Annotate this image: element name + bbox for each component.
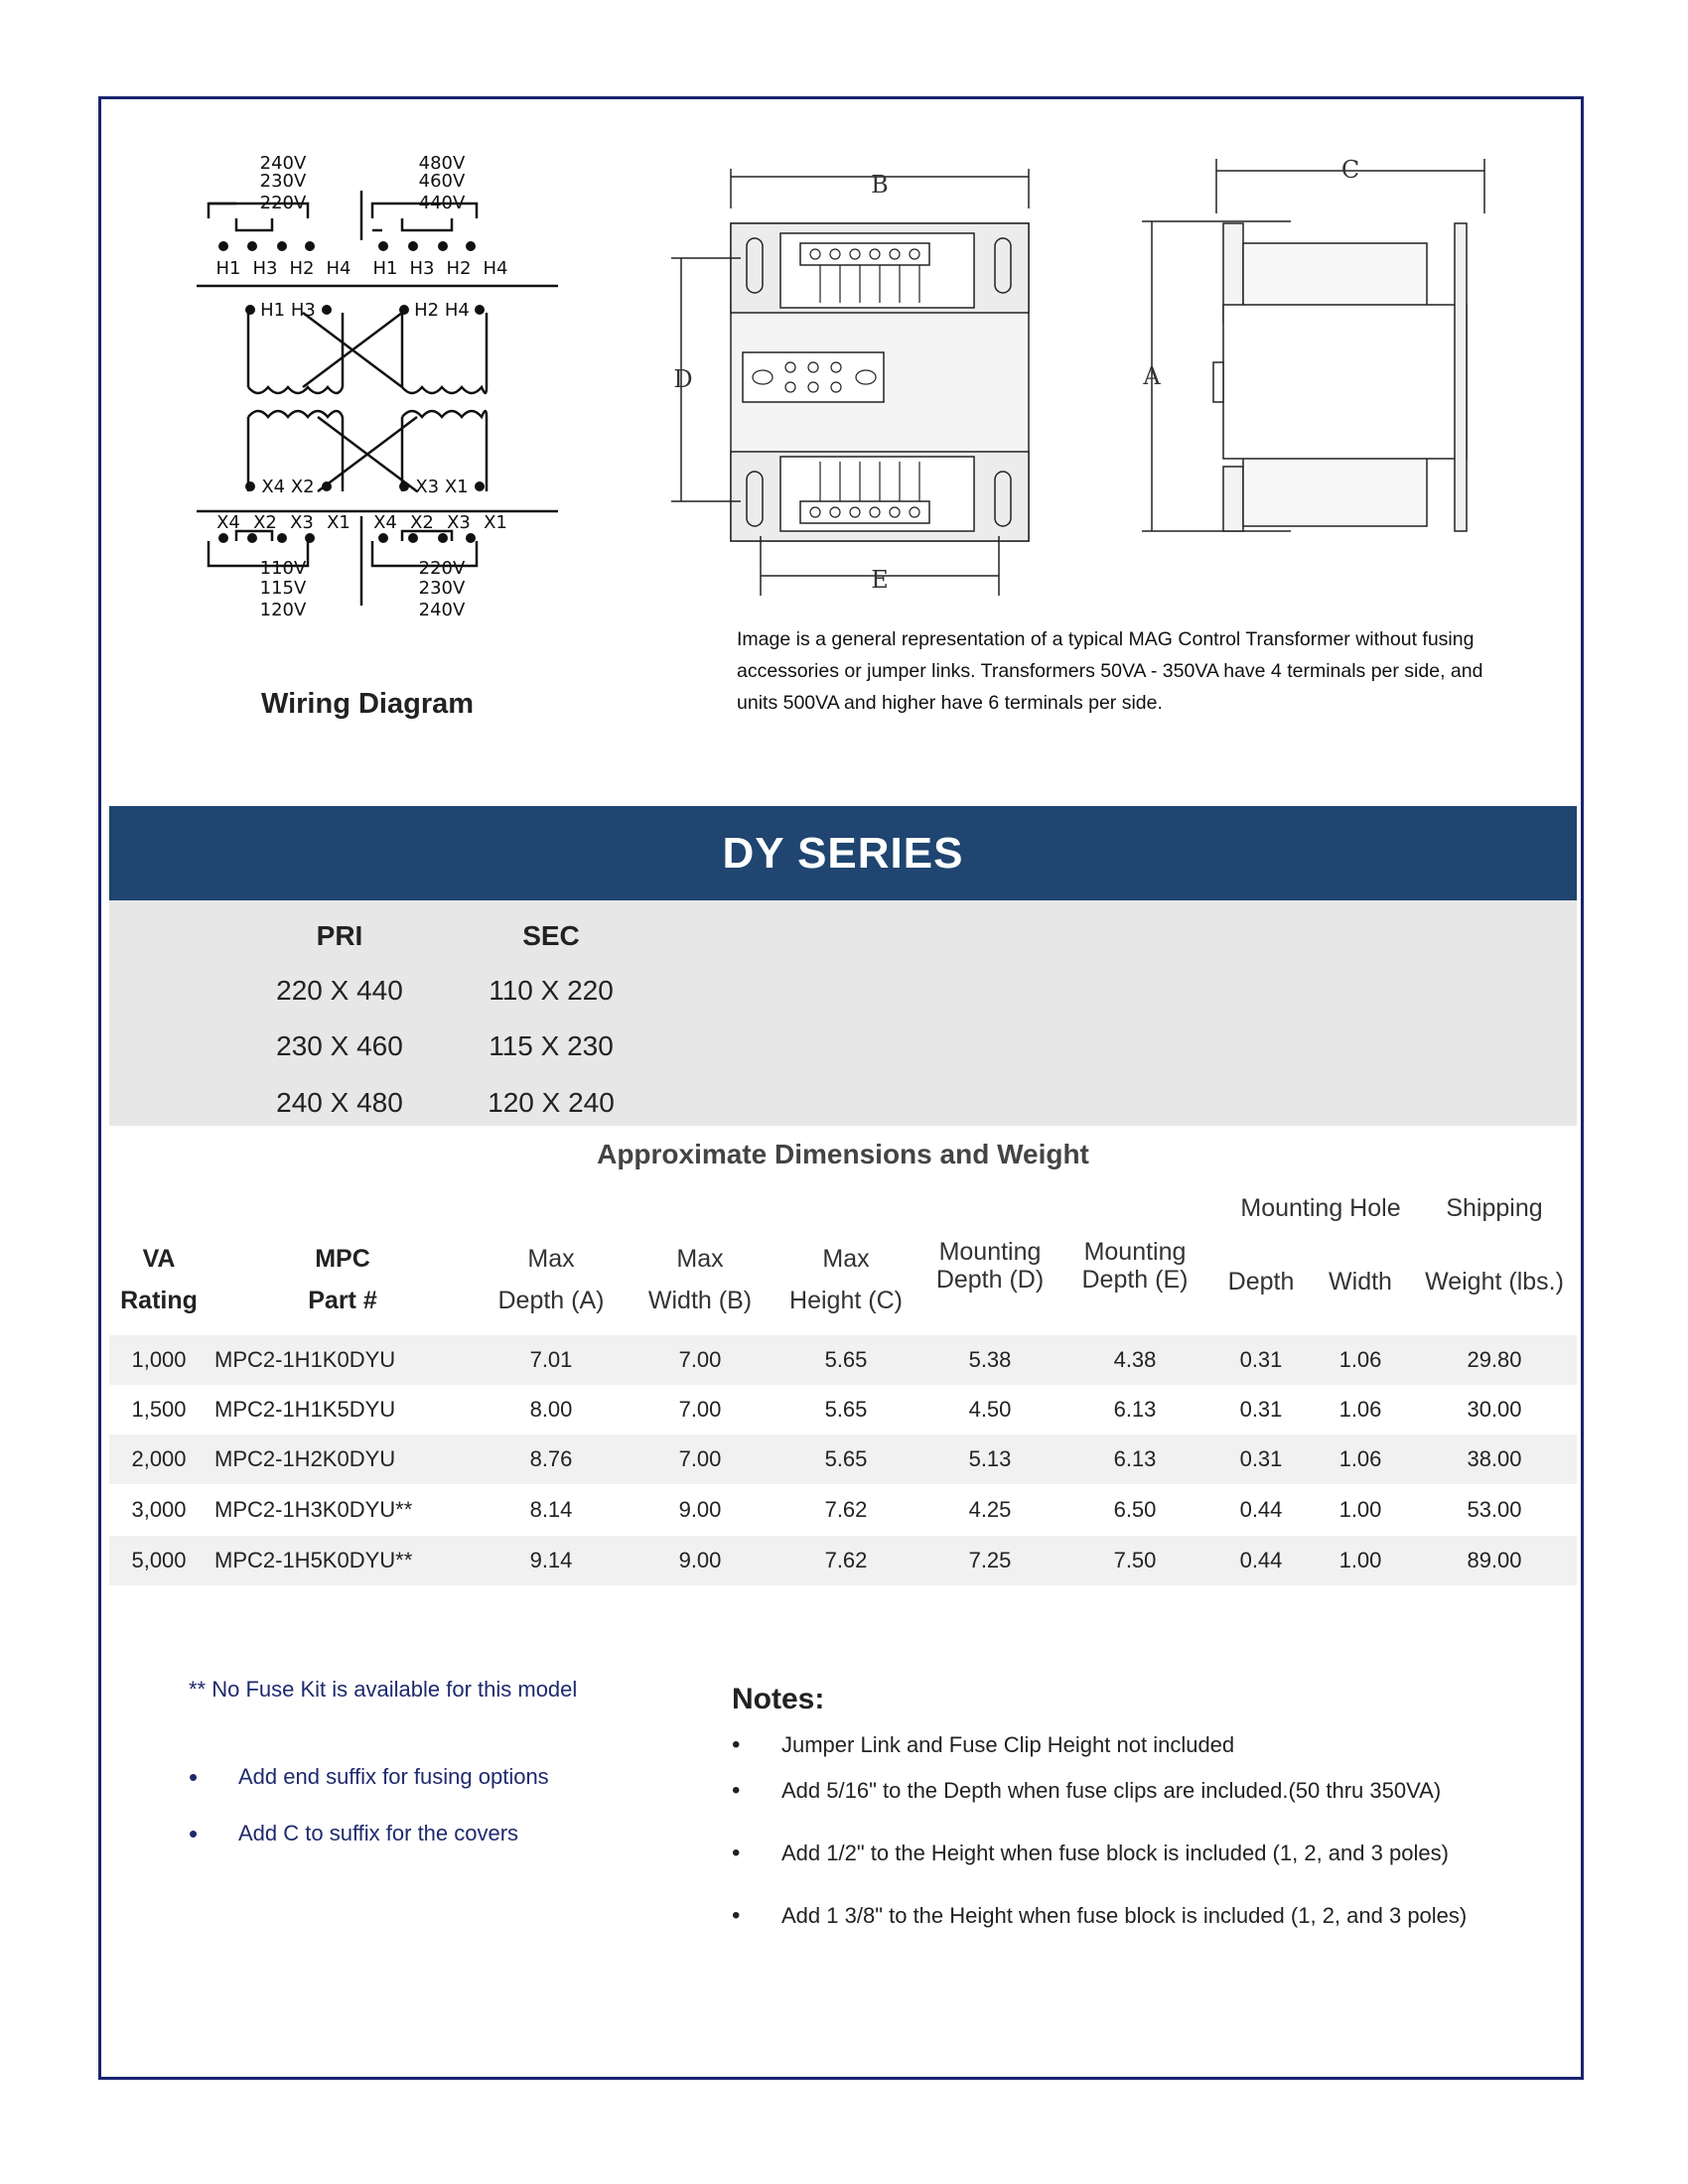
max-height-c-cell: 5.65 <box>824 1446 868 1471</box>
max-depth-a-cell: 8.00 <box>529 1397 573 1422</box>
table-row <box>109 1385 1577 1434</box>
part-number-cell: MPC2-1H5K0DYU** <box>214 1548 413 1572</box>
coil-top-right-label: H2 H4 <box>414 300 470 321</box>
dim-e-label: E <box>871 566 889 594</box>
dim-c-label: C <box>1340 156 1360 184</box>
max-width-b-cell: 9.00 <box>678 1497 722 1522</box>
coil-top-left-label: H1 H3 <box>260 300 316 321</box>
pri-terminal: H4 <box>326 258 352 279</box>
part-number-cell: MPC2-1H2K0DYU <box>214 1446 396 1471</box>
image-note: Image is a general representation of a typical MAG Control Transformer without fusing accessories or jumper links. Transformers 50VA - 350VA have 4 terminals per side, and units 500VA and higher have 6 terminals per side. <box>737 628 1483 714</box>
va-rating-cell: 2,000 <box>131 1446 187 1471</box>
sec-value: 115 X 230 <box>489 1030 614 1061</box>
sec-terminal: X4 <box>216 512 240 533</box>
height-c-header-1: Max <box>822 1245 870 1273</box>
wiring-diagram <box>189 149 566 655</box>
mounting-depth-d-cell: 7.25 <box>968 1548 1012 1572</box>
sec-header: SEC <box>522 920 580 951</box>
sec-terminal: X1 <box>327 512 351 533</box>
pri-terminal: H2 <box>289 258 315 279</box>
mounting-depth-e-cell: 6.50 <box>1113 1497 1157 1522</box>
part-number-cell: MPC2-1H3K0DYU** <box>214 1497 413 1522</box>
mpc-header-2: Part # <box>308 1287 377 1314</box>
pri-right-v1: 480V <box>418 153 466 174</box>
height-c-header-2: Height (C) <box>789 1287 903 1314</box>
depth-d-header-2: Depth (D) <box>935 1266 1045 1294</box>
no-fuse-kit-note: ** No Fuse Kit is available for this model <box>189 1677 578 1702</box>
pri-terminal: H1 <box>215 258 241 279</box>
series-title: DY SERIES <box>109 806 1577 900</box>
max-depth-a-cell: 8.76 <box>529 1446 573 1471</box>
va-rating-cell: 3,000 <box>131 1497 187 1522</box>
note-item: • Add 5/16" to the Depth when fuse clips are included.(50 thru 350VA) <box>732 1773 1441 1809</box>
dim-b-label: B <box>871 171 889 199</box>
sec-value: 110 X 220 <box>489 975 614 1006</box>
va-rating-cell: 1,000 <box>131 1347 187 1372</box>
dimensions-title: Approximate Dimensions and Weight <box>597 1139 1089 1169</box>
hole-depth-cell: 0.31 <box>1239 1446 1283 1471</box>
sec-left-v3: 120V <box>259 600 307 620</box>
depth-e-header-2: Depth (E) <box>1081 1266 1189 1294</box>
table-row <box>109 1335 1577 1385</box>
max-depth-a-cell: 9.14 <box>529 1548 573 1572</box>
sec-right-v1: 220V <box>418 558 466 579</box>
mounting-depth-e-cell: 4.38 <box>1113 1347 1157 1372</box>
transformer-front-view <box>671 169 1047 606</box>
mounting-depth-d-cell: 4.50 <box>968 1397 1012 1422</box>
sec-value: 120 X 240 <box>488 1087 615 1118</box>
depth-d-header-1: Mounting <box>938 1238 1042 1266</box>
shipping-weight-cell: 89.00 <box>1467 1548 1522 1572</box>
hole-depth-cell: 0.44 <box>1239 1548 1283 1572</box>
note-item: • Add 1/2" to the Height when fuse block is included (1, 2, and 3 poles) <box>732 1836 1449 1871</box>
pri-right-v2: 460V <box>418 171 466 192</box>
sec-terminal: X3 <box>290 512 314 533</box>
hole-width-cell: 1.00 <box>1338 1548 1382 1572</box>
shipping-group-header: Shipping <box>1446 1194 1543 1222</box>
width-b-header-1: Max <box>676 1245 724 1273</box>
pri-left-v2: 230V <box>259 171 307 192</box>
mounting-depth-d-cell: 5.13 <box>968 1446 1012 1471</box>
pri-terminal: H1 <box>372 258 398 279</box>
transformer-side-view <box>1112 154 1509 551</box>
va-rating-cell: 1,500 <box>131 1397 187 1422</box>
pri-value: 220 X 440 <box>276 975 403 1006</box>
sec-terminal: X2 <box>253 512 277 533</box>
notes-title: Notes: <box>732 1683 825 1715</box>
mounting-depth-e-cell: 6.13 <box>1113 1446 1157 1471</box>
sec-right-v3: 240V <box>418 600 466 620</box>
dim-a-label: A <box>1143 362 1161 390</box>
depth-a-header-1: Max <box>527 1245 575 1273</box>
option-item: • Add C to suffix for the covers <box>189 1814 645 1870</box>
hole-depth-header: Depth <box>1227 1268 1295 1296</box>
max-width-b-cell: 9.00 <box>678 1548 722 1572</box>
coil-bottom-right-label: X3 X1 <box>415 477 469 497</box>
hole-depth-cell: 0.31 <box>1239 1347 1283 1372</box>
pri-value: 240 X 480 <box>276 1087 403 1118</box>
option-item: • Add end suffix for fusing options <box>189 1757 645 1814</box>
max-width-b-cell: 7.00 <box>678 1446 722 1471</box>
mounting-depth-d-cell: 4.25 <box>968 1497 1012 1522</box>
hole-width-header: Width <box>1329 1268 1392 1296</box>
part-number-cell: MPC2-1H1K5DYU <box>214 1397 396 1422</box>
pri-terminal: H4 <box>483 258 508 279</box>
mounting-hole-group-header: Mounting Hole <box>1240 1194 1401 1222</box>
pri-header: PRI <box>316 920 363 951</box>
depth-e-header-1: Mounting <box>1083 1238 1187 1266</box>
mounting-depth-d-cell: 5.38 <box>968 1347 1012 1372</box>
va-header-1: VA <box>142 1245 176 1273</box>
sec-right-v2: 230V <box>418 578 466 599</box>
sec-left-v1: 110V <box>259 558 307 579</box>
pri-left-v1: 240V <box>259 153 307 174</box>
max-height-c-cell: 5.65 <box>824 1397 868 1422</box>
va-header-2: Rating <box>120 1287 198 1314</box>
mpc-header-1: MPC <box>315 1245 370 1273</box>
sec-terminal: X3 <box>447 512 471 533</box>
max-depth-a-cell: 8.14 <box>529 1497 573 1522</box>
note-item: • Add 1 3/8" to the Height when fuse block is included (1, 2, and 3 poles) <box>732 1898 1467 1934</box>
shipping-weight-cell: 29.80 <box>1467 1347 1522 1372</box>
sec-left-v2: 115V <box>259 578 307 599</box>
pri-left-v3: 220V <box>259 193 307 213</box>
pri-terminal: H3 <box>409 258 435 279</box>
shipping-weight-cell: 30.00 <box>1467 1397 1522 1422</box>
max-width-b-cell: 7.00 <box>678 1397 722 1422</box>
table-row <box>109 1536 1577 1585</box>
part-number-cell: MPC2-1H1K0DYU <box>214 1347 396 1372</box>
max-height-c-cell: 7.62 <box>824 1497 868 1522</box>
hole-width-cell: 1.06 <box>1338 1446 1382 1471</box>
sec-terminal: X2 <box>410 512 434 533</box>
hole-depth-cell: 0.44 <box>1239 1497 1283 1522</box>
pri-right-v3: 440V <box>418 193 466 213</box>
sec-terminal: X1 <box>484 512 507 533</box>
hole-depth-cell: 0.31 <box>1239 1397 1283 1422</box>
note-item: • Jumper Link and Fuse Clip Height not included <box>732 1727 1234 1763</box>
max-width-b-cell: 7.00 <box>678 1347 722 1372</box>
hole-width-cell: 1.00 <box>1338 1497 1382 1522</box>
option-list <box>189 1757 645 1870</box>
pri-terminal: H3 <box>252 258 278 279</box>
max-height-c-cell: 5.65 <box>824 1347 868 1372</box>
pri-terminal: H2 <box>446 258 472 279</box>
wiring-diagram-caption: Wiring Diagram <box>260 688 475 720</box>
max-height-c-cell: 7.62 <box>824 1548 868 1572</box>
va-rating-cell: 5,000 <box>131 1548 187 1572</box>
weight-header: Weight (lbs.) <box>1425 1268 1564 1296</box>
table-row <box>109 1434 1577 1484</box>
pri-value: 230 X 460 <box>276 1030 403 1061</box>
shipping-weight-cell: 53.00 <box>1467 1497 1522 1522</box>
table-row <box>109 1485 1577 1535</box>
coil-bottom-left-label: X4 X2 <box>261 477 315 497</box>
hole-width-cell: 1.06 <box>1338 1397 1382 1422</box>
voltage-table <box>109 900 1577 1126</box>
max-depth-a-cell: 7.01 <box>529 1347 573 1372</box>
width-b-header-2: Width (B) <box>647 1287 753 1314</box>
shipping-weight-cell: 38.00 <box>1467 1446 1522 1471</box>
mounting-depth-e-cell: 6.13 <box>1113 1397 1157 1422</box>
hole-width-cell: 1.06 <box>1338 1347 1382 1372</box>
sec-terminal: X4 <box>373 512 397 533</box>
depth-a-header-2: Depth (A) <box>497 1287 605 1314</box>
dim-d-label: D <box>673 365 693 393</box>
mounting-depth-e-cell: 7.50 <box>1113 1548 1157 1572</box>
